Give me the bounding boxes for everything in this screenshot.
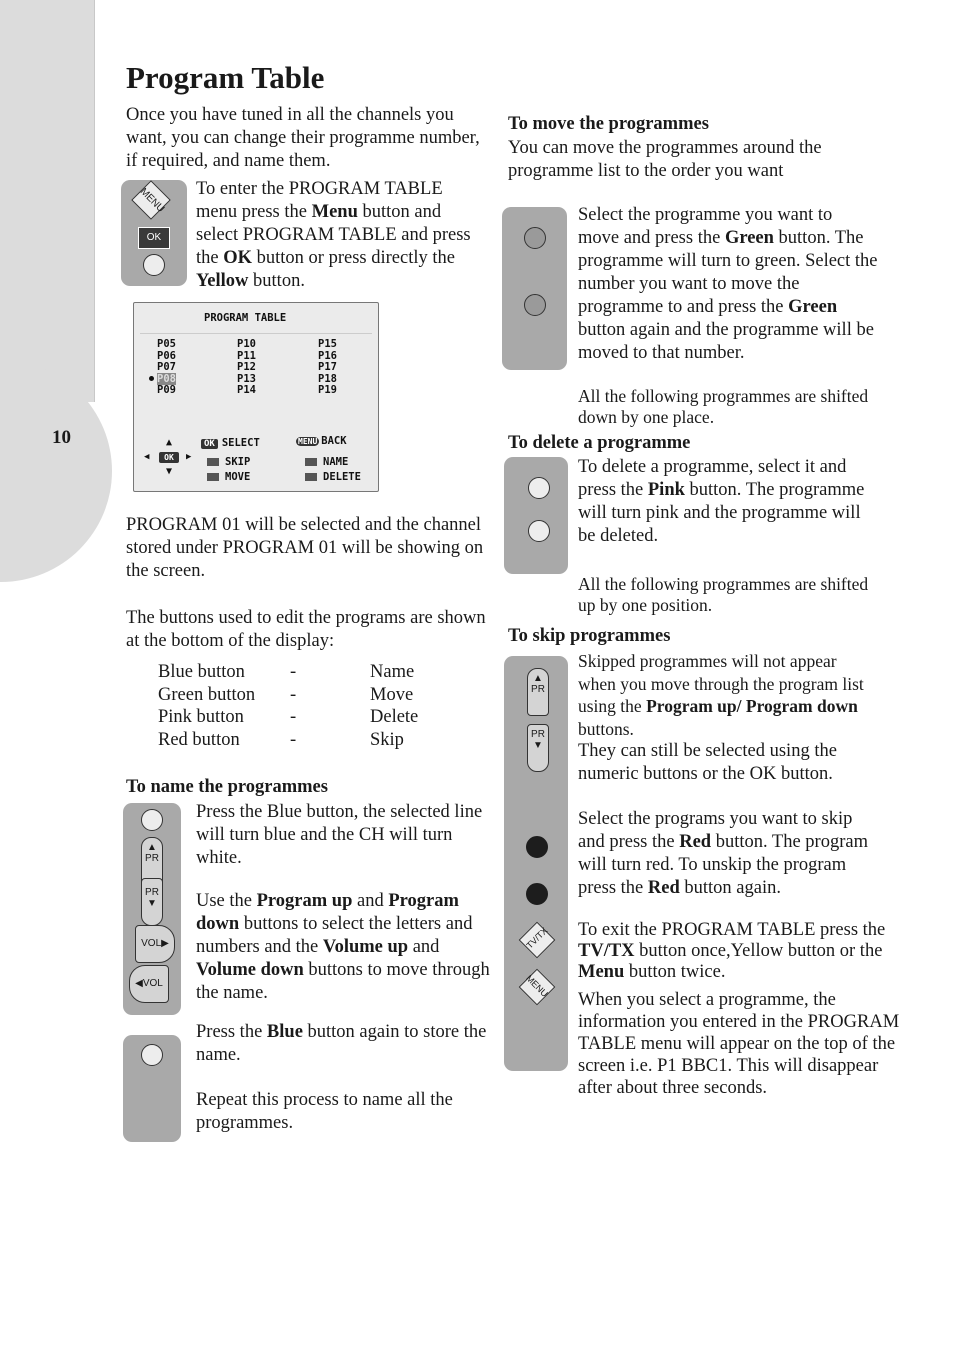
enter-menu-paragraph: To enter the PROGRAM TABLE menu press the Menu button and select PROGRAM TABLE and press the OK button or press directly the Yellow button. xyxy=(196,179,471,291)
volume-up-button-icon: VOL▶ xyxy=(135,925,175,963)
volume-down-button-icon: ◀VOL xyxy=(129,965,169,1003)
delete-note-paragraph: All the following programmes are shifted up by one position. xyxy=(578,574,869,615)
legend-skip: SKIP xyxy=(207,456,250,468)
store-name-paragraph: Press the Blue button again to store the name. xyxy=(196,1022,487,1065)
legend-delete: DELETE xyxy=(305,471,361,483)
program01-paragraph: PROGRAM 01 will be selected and the channel stored under PROGRAM 01 will be showing on the screen. xyxy=(126,515,484,581)
remote-menu-ok xyxy=(121,180,187,286)
remote-delete-programme xyxy=(504,457,568,574)
move-step-paragraph: Select the programme you want to move and press the Green button. The programme will turn to green. Select the number you want to move the programme to and press the Green button again and the programme will be moved to that number. xyxy=(578,205,878,363)
page-side-strip xyxy=(0,0,95,402)
green-button-icon xyxy=(524,227,546,249)
move-note-paragraph: All the following programmes are shifted down by one place. xyxy=(578,386,869,427)
page-number: 10 xyxy=(52,427,71,448)
selection-bullet-icon xyxy=(149,376,154,381)
blue-button-icon xyxy=(141,809,163,831)
remote-move-programmes xyxy=(502,207,567,370)
nav-down-arrow-icon: ▼ xyxy=(166,466,173,477)
page-title: Program Table xyxy=(126,60,325,95)
screen-column-1: P05 P06 P07 P08 P09 xyxy=(157,338,176,396)
skip-step3-paragraph: Select the programs you want to skip and press the Red button. The program will turn red. To unskip the program press the Red button again. xyxy=(578,809,868,898)
program-table-screen xyxy=(133,302,379,492)
intro-paragraph: Once you have tuned in all the channels you want, you can change their programme number, if required, and name them. xyxy=(126,105,480,171)
program-down-button-icon: PR ▼ xyxy=(141,878,163,926)
final-paragraph: When you select a programme, the information you entered in the PROGRAM TABLE menu will appear on the top of the screen i.e. P1 BBC1. This will disappear after about three seconds. xyxy=(578,990,900,1098)
nav-right-arrow-icon: ▶ xyxy=(186,452,192,462)
legend-back: MENU BACK xyxy=(298,435,347,447)
screen-column-2: P10 P11 P12 P13 P14 xyxy=(237,338,256,396)
legend-move: MOVE xyxy=(207,471,250,483)
nav-left-arrow-icon: ◀ xyxy=(144,452,150,462)
program-up-button-icon: ▲ PR xyxy=(527,668,549,716)
nav-up-arrow-icon: ▲ xyxy=(166,437,173,448)
green-button-icon xyxy=(524,294,546,316)
screen-title: PROGRAM TABLE xyxy=(204,312,287,324)
name-step2-paragraph: Use the Program up and Program down buttons to select the letters and numbers and the Volume up and Volume down buttons to move through the name. xyxy=(196,891,490,1003)
red-button-icon xyxy=(526,836,548,858)
yellow-button-icon xyxy=(143,254,165,276)
page-number-circle xyxy=(0,360,112,582)
program-up-button-icon: ▲ PR xyxy=(141,837,163,885)
repeat-paragraph: Repeat this process to name all the programmes. xyxy=(196,1090,453,1133)
pink-button-icon xyxy=(528,477,550,499)
ok-button-icon: OK xyxy=(138,227,170,249)
legend-name: NAME xyxy=(305,456,348,468)
skip-step1-paragraph: Skipped programmes will not appear when you move through the program list using the Program up/ Program down buttons. xyxy=(578,651,864,739)
name-step1-paragraph: Press the Blue button, the selected line will turn blue and the CH will turn white. xyxy=(196,802,483,868)
delete-step-paragraph: To delete a programme, select it and press the Pink button. The programme will turn pink and the programme will be deleted. xyxy=(578,457,865,546)
skip-step2-paragraph: They can still be selected using the numeric buttons or the OK button. xyxy=(578,741,837,784)
name-programmes-heading: To name the programmes xyxy=(126,777,328,797)
tv-tx-button-label: TV/TX xyxy=(524,925,550,951)
nav-ok-icon: OK xyxy=(159,452,179,463)
remote-skip-programmes xyxy=(504,656,568,1071)
remote-store-name xyxy=(123,1035,181,1142)
menu-button-label: MENU xyxy=(524,973,550,999)
blue-button-icon xyxy=(141,1044,163,1066)
delete-programme-heading: To delete a programme xyxy=(508,433,691,453)
menu-button-label: MENU xyxy=(137,186,167,215)
move-intro-paragraph: You can move the programmes around the programme list to the order you want xyxy=(508,138,822,181)
move-programmes-heading: To move the programmes xyxy=(508,114,709,134)
pink-button-icon xyxy=(528,520,550,542)
remote-name-programmes xyxy=(123,803,181,1015)
legend-select: OK SELECT xyxy=(201,437,260,449)
program-down-button-icon: PR ▼ xyxy=(527,724,549,772)
skip-programmes-heading: To skip programmes xyxy=(508,626,671,646)
exit-paragraph: To exit the PROGRAM TABLE press the TV/TX button once,Yellow button or the Menu button twice. xyxy=(578,920,886,982)
screen-column-3: P15 P16 P17 P18 P19 xyxy=(318,338,337,396)
buttons-intro-paragraph: The buttons used to edit the programs are shown at the bottom of the display: xyxy=(126,608,486,651)
red-button-icon xyxy=(526,883,548,905)
